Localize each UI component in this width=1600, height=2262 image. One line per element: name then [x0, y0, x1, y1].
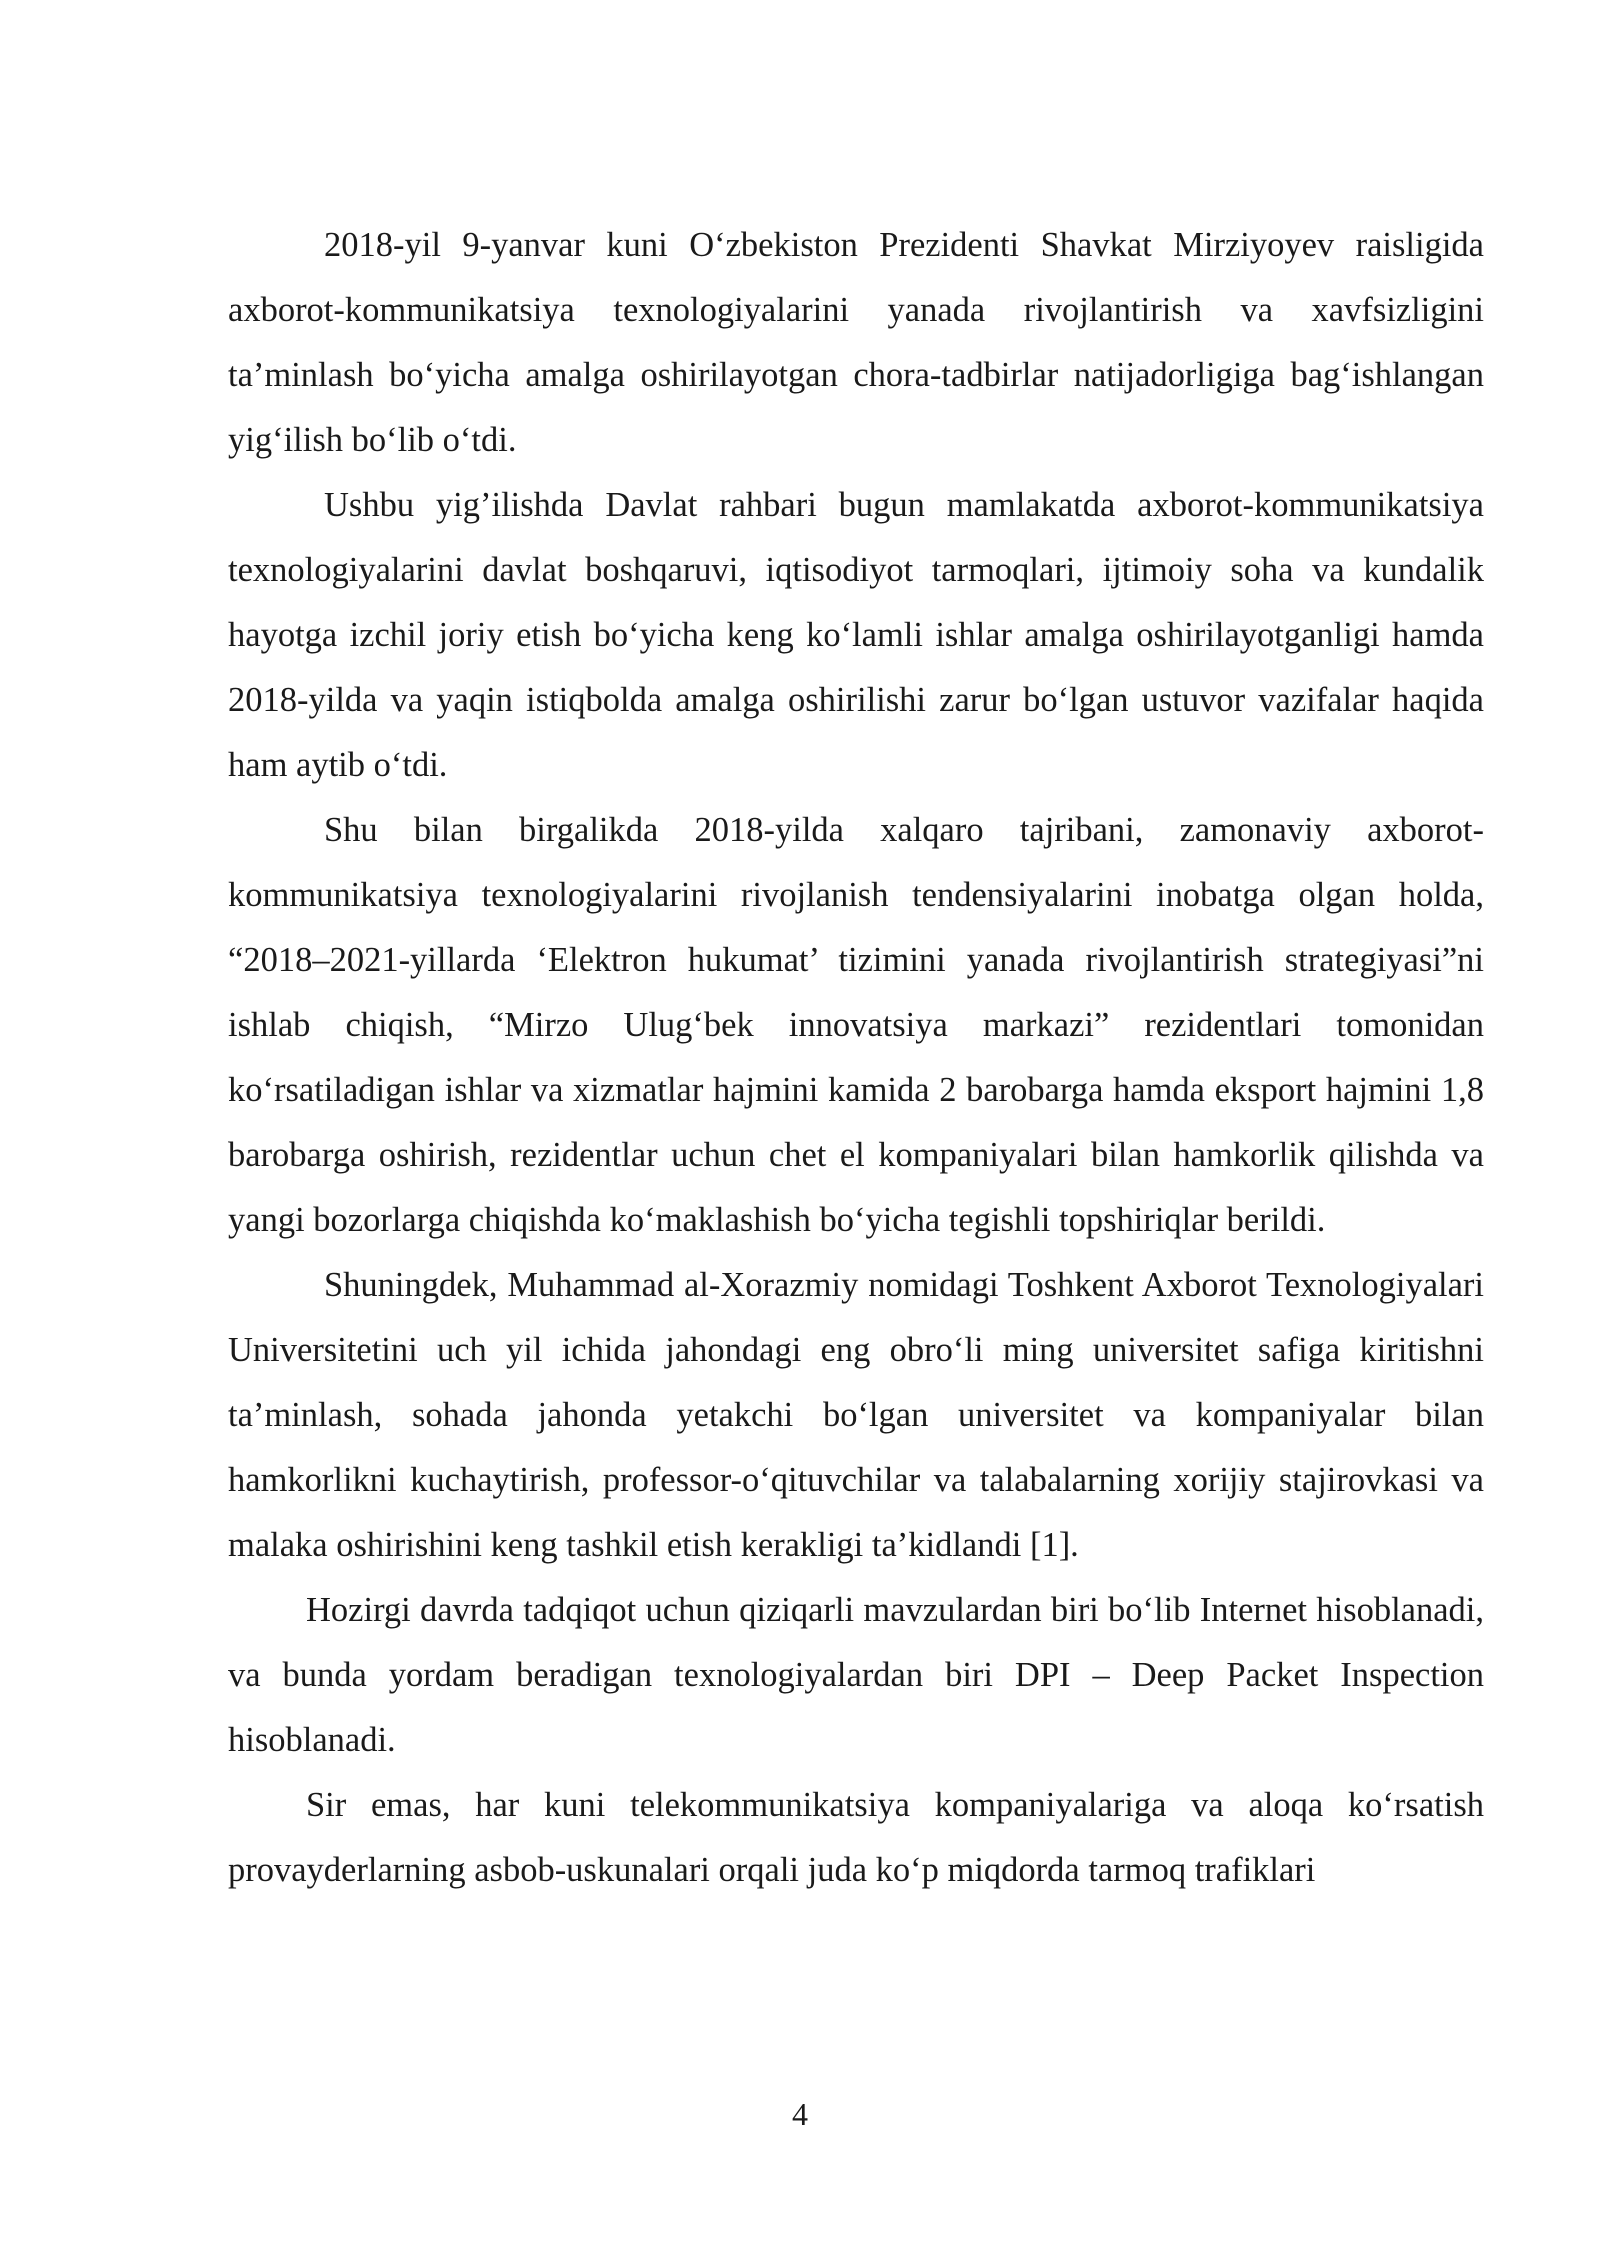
paragraph-2: Ushbu yig’ilishda Davlat rahbari bugun mamlakatda axborot-kommunikatsiya texnologiyalarini davlat boshqaruvi, iqtisodiyot tarmoqlari, ijtimoiy soha va kundalik hayotga izchil joriy etish bo‘yicha keng ko‘lamli ishlar amalga oshirilayotganligi hamda 2018-yilda va yaqin istiqbolda amalga oshirilishi zarur bo‘lgan ustuvor vazifalar haqida ham aytib o‘tdi. — [228, 486, 1484, 784]
page-number: 4 — [792, 2096, 808, 2132]
paragraph-1: 2018-yil 9-yanvar kuni O‘zbekiston Prezidenti Shavkat Mirziyoyev raisligida axborot-kommunikatsiya texnologiyalarini yanada rivojlantirish va xavfsizligini ta’minlash bo‘yicha amalga oshirilayotgan chora-tadbirlar natijadorligiga bag‘ishlangan yig‘ilish bo‘lib o‘tdi. — [228, 226, 1484, 459]
paragraph-6: Sir emas, har kuni telekommunikatsiya kompaniyalariga va aloqa ko‘rsatish provayderlarning asbob-uskunalari orqali juda ko‘p miqdorda tarmoq trafiklari — [228, 1786, 1484, 1889]
paragraph-5: Hozirgi davrda tadqiqot uchun qiziqarli mavzulardan biri bo‘lib Internet hisoblanadi, va bunda yordam beradigan texnologiyalardan biri DPI – Deep Packet Inspection hisoblanadi. — [228, 1591, 1484, 1759]
document-body — [228, 213, 1484, 1903]
paragraph-4: Shuningdek, Muhammad al-Xorazmiy nomidagi Toshkent Axborot Texnologiyalari Universitetini uch yil ichida jahondagi eng obro‘li ming universitet safiga kiritishni ta’minlash, sohada jahonda yetakchi bo‘lgan universitet va kompaniyalar bilan hamkorlikni kuchaytirish, professor-o‘qituvchilar va talabalarning xorijiy stajirovkasi va malaka oshirishini keng tashkil etish kerakligi ta’kidlandi [1]. — [228, 1266, 1484, 1564]
paragraph-3: Shu bilan birgalikda 2018-yilda xalqaro tajribani, zamonaviy axborot-kommunikatsiya texnologiyalarini rivojlanish tendensiyalarini inobatga olgan holda, “2018–2021-yillarda ‘Elektron hukumat’ tizimini yanada rivojlantirish strategiyasi”ni ishlab chiqish, “Mirzo Ulug‘bek innovatsiya markazi” rezidentlari tomonidan ko‘rsatiladigan ishlar va xizmatlar hajmini kamida 2 barobarga hamda eksport hajmini 1,8 barobarga oshirish, rezidentlar uchun chet el kompaniyalari bilan hamkorlik qilishda va yangi bozorlarga chiqishda ko‘maklashish bo‘yicha tegishli topshiriqlar berildi. — [228, 811, 1484, 1239]
